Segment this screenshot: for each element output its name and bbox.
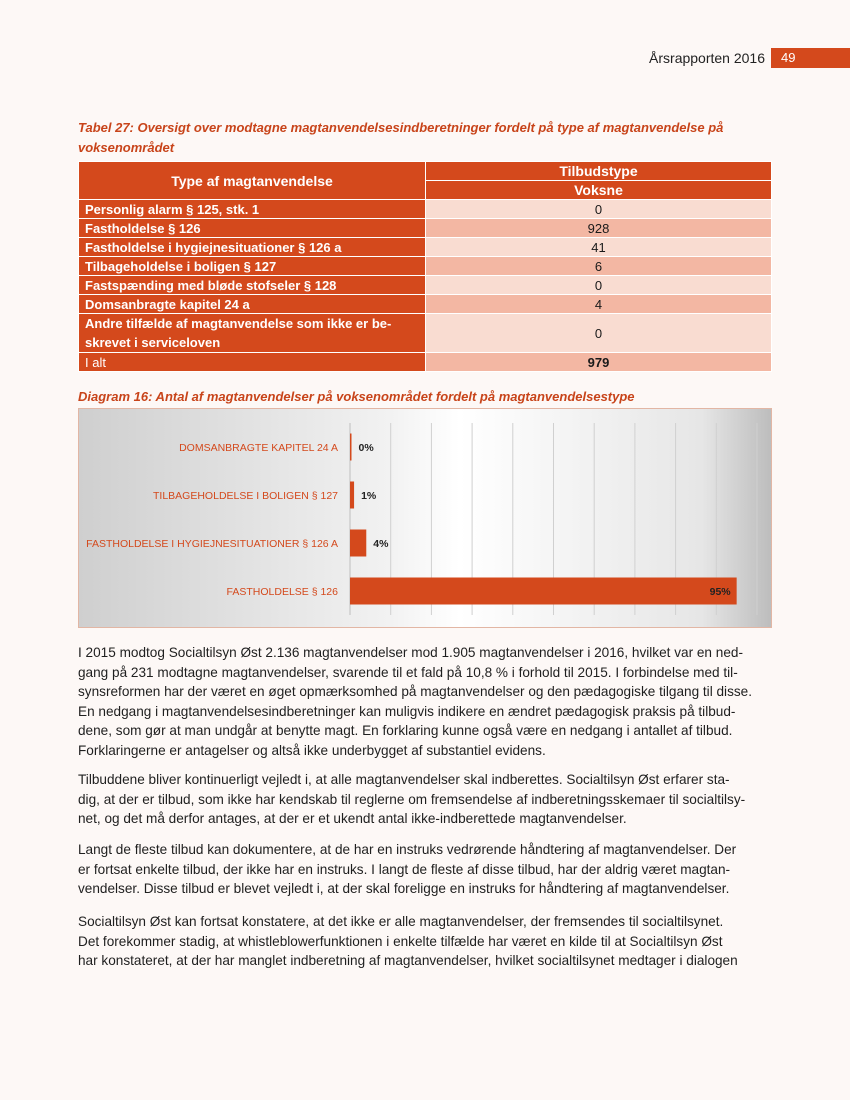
category-label: FASTHOLDELSE § 126 [226,586,338,598]
text-line: Forklaringerne er antagelser og altså ikke underbygget af substantiel evidens. [78,742,546,758]
row-label: Domsanbragte kapitel 24 a [79,295,426,314]
category-label: DOMSANBRAGTE KAPITEL 24 A [179,442,338,454]
table-row [79,257,772,276]
col-header-sub: Voksne [426,181,772,200]
running-header-title: Årsrapporten 2016 [649,50,765,66]
paragraph-1 [78,643,772,761]
text-line: vendelser. Disse tilbud er blevet vejledt i, at der skal foreligge en instruks for håndtering af magtanvendelser. [78,881,730,897]
text-line: gang på 231 modtagne magtanvendelser, svarende til et fald på 10,8 % i forhold til 2015. I forbindelse med til- [78,664,738,680]
data-label: 4% [373,538,389,550]
row-value: 41 [426,238,772,257]
text-line: I 2015 modtog Socialtilsyn Øst 2.136 magtanvendelser mod 1.905 magtanvendelser i 2016, hvilket var en ned- [78,645,743,660]
text-line: er fortsat enkelte tilbud, der ikke har en instruks. I langt de fleste af disse tilbud, har der aldrig været magtan- [78,861,731,877]
text-line: Tilbuddene bliver kontinuerligt vejledt i, at alle magtanvendelser skal indberettes. Socialtilsyn Øst erfarer sta- [78,772,730,787]
bar-chart [78,408,772,628]
category-label: FASTHOLDELSE I HYGIEJNESITUATIONER § 126 A [86,538,338,550]
paragraph-3 [78,840,772,899]
text-line: Socialtilsyn Øst kan fortsat konstatere, at det ikke er alle magtanvendelser, der fremsendes til socialtilsynet. [78,914,724,929]
data-label: 0% [358,442,374,454]
table-caption-line-2: voksenområdet [78,140,175,155]
table-row [79,219,772,238]
row-value: 0 [426,200,772,219]
table-caption [78,118,723,158]
table-row [79,314,772,353]
row-value: 6 [426,257,772,276]
data-label: 1% [361,490,377,502]
text-line: synsreformen har der været en øget opmærksomhed på magtanvendelser og den pædagogiske tilgang til disse. [78,684,753,700]
table-row [79,238,772,257]
row-label: Fastholdelse i hygiejnesituationer § 126 a [79,238,426,257]
col-header-group: Tilbudstype [426,162,772,181]
total-value: 979 [426,353,772,372]
table-row [79,200,772,219]
text-line: net, og det må derfor antages, at der er et ukendt antal ikke-indberettede magtanvendelser. [78,811,627,827]
chart-caption: Diagram 16: Antal af magtanvendelser på voksenområdet fordelt på magtanvendelsestype [78,389,635,404]
row-label: Tilbageholdelse i boligen § 127 [79,257,426,276]
magtanvendelse-table [78,161,772,372]
table-caption-line-1: Tabel 27: Oversigt over modtagne magtanvendelsesindberetninger fordelt på type af magtanvendelse på [78,120,724,135]
text-line: En nedgang i magtanvendelsesindberetninger kan muligvis indikere en ændret pædagogisk praksis på tilbud- [78,703,736,719]
bar [350,434,352,461]
bar-chart-svg [79,409,773,629]
row-value: 0 [426,314,772,353]
bar [350,578,737,605]
text-line: dig, at der er tilbud, som ikke har kendskab til reglerne om fremsendelse af indberetningsskemaer til socialtilsy- [78,791,746,807]
row-value: 4 [426,295,772,314]
text-line: dene, som gør at man undgår at benytte magt. En forklaring kunne også være en nedgang i antallet af tilbud. [78,723,733,739]
row-label: Fastspænding med bløde stofseler § 128 [79,276,426,295]
row-label-line-1: Andre tilfælde af magtanvendelse som ikke er be- [85,316,392,331]
data-label: 95% [709,586,731,598]
bar [350,530,366,557]
category-label: TILBAGEHOLDELSE I BOLIGEN § 127 [153,490,338,502]
row-label-line-2: skrevet i serviceloven [85,335,221,350]
text-line: har konstateret, at der har manglet indberetning af magtanvendelser, hvilket socialtilsynet medtager i dialogen [78,953,738,969]
paragraph-2 [78,770,772,829]
page-number: 49 [771,48,850,68]
row-label: Fastholdelse § 126 [79,219,426,238]
text-line: Langt de fleste tilbud kan dokumentere, at de har en instruks vedrørende håndtering af magtanvendelser. Der [78,842,737,857]
bar [350,482,354,509]
table-row [79,276,772,295]
text-line: Det forekommer stadig, at whistleblowerfunktionen i enkelte tilfælde har været en kilde til at Socialtilsyn Øst [78,933,723,949]
table-row [79,295,772,314]
row-value: 928 [426,219,772,238]
row-value: 0 [426,276,772,295]
row-label [79,314,426,353]
table-total-row [79,353,772,372]
col-header-type: Type af magtanvendelse [79,162,426,200]
total-label: I alt [79,353,426,372]
paragraph-4 [78,912,772,971]
row-label: Personlig alarm § 125, stk. 1 [79,200,426,219]
